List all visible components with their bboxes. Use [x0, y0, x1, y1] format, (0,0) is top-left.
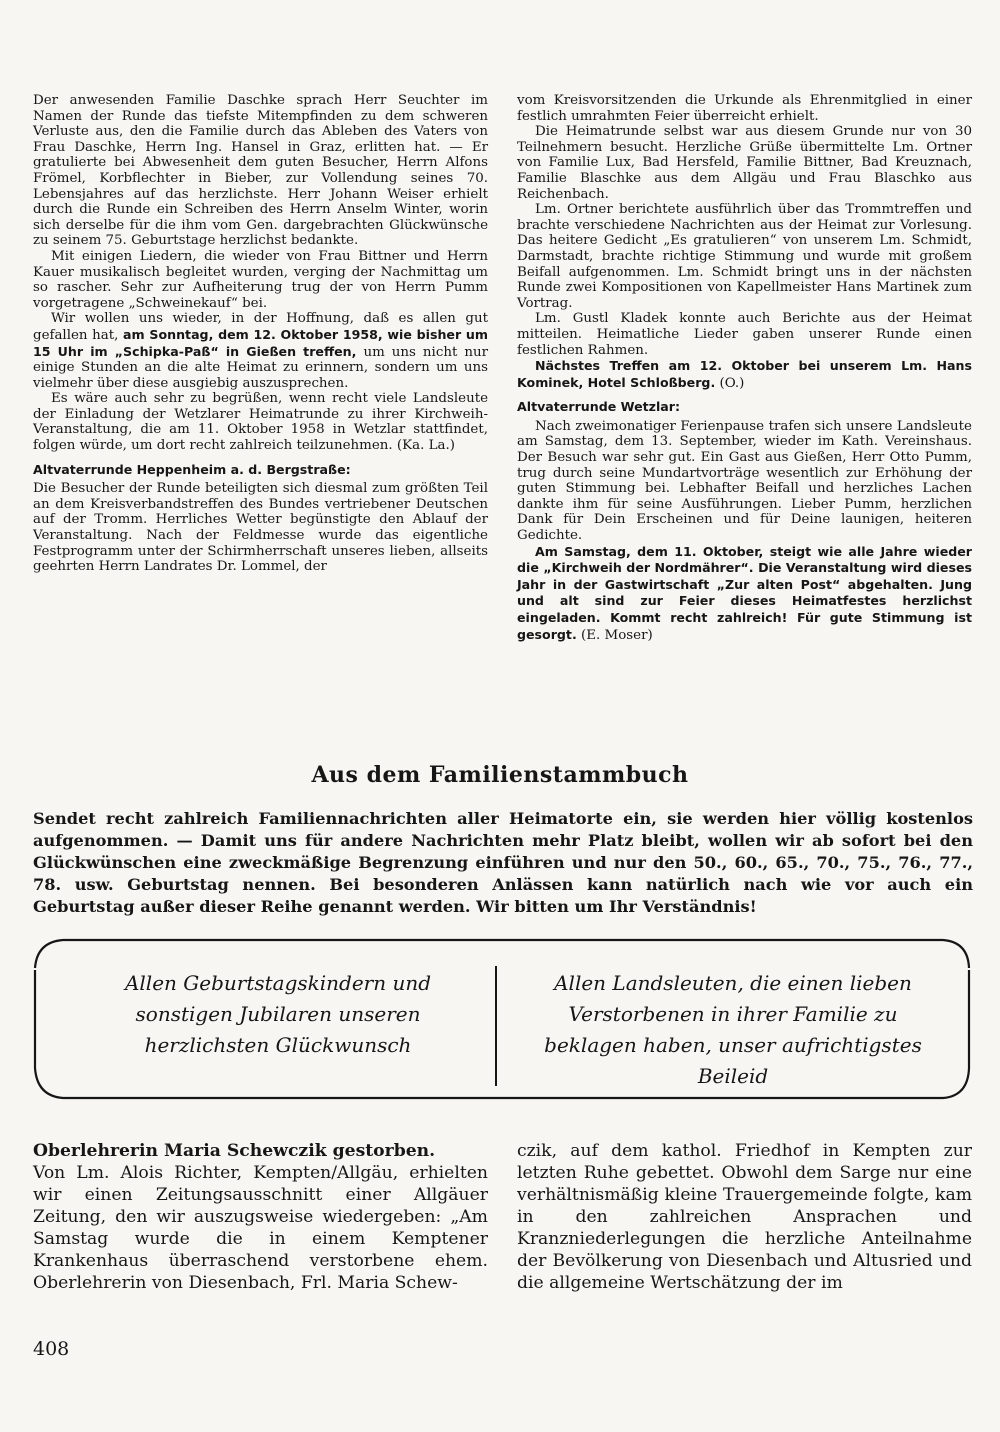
paragraph: vom Kreisvorsitzenden die Urkunde als Ehrenmitglied in einer festlich umrahmten Feier überreicht erhielt.: [517, 93, 972, 124]
paragraph: Mit einigen Liedern, die wieder von Frau Bittner und Herrn Kauer musikalisch begleitet wurden, verging der Nachmittag um so rascher. Sehr zur Aufheiterung trug der von Herrn Pumm vorgetragene „Schweinekauf“ bei.: [33, 248, 488, 311]
paragraph: Die Heimatrunde selbst war aus diesem Grunde nur von 30 Teilnehmern besucht. Herzliche Grüße übermittelte Lm. Ortner von Familie Lux, Bad Hersfeld, Familie Bittner, Bad Kreuznach, Familie Blaschke aus dem Allgäu und Frau Blaschko aus Reichenbach.: [517, 124, 972, 202]
section-heading: Altvaterrunde Wetzlar:: [517, 399, 681, 415]
section-title: Aus dem Familienstammbuch: [311, 762, 689, 788]
birthday-greeting: Allen Geburtstagskindern und sonstigen Jubilaren unseren herzlichsten Glückwunsch: [124, 971, 432, 1057]
paragraph: Es wäre auch sehr zu begrüßen, wenn recht viele Landsleute der Einladung der Wetzlarer Heimatrunde zu ihrer Kirchweih-Veranstaltung, die am 11. Oktober 1958 in Wetzlar stattfindet, folgen würde, um dort recht zahlreich teilzunehmen. (Ka. La.): [33, 391, 488, 454]
bold-text: Nächstes Treffen am 12. Oktober bei unserem Lm. Hans Kominek, Hotel Schloßberg.: [517, 358, 972, 390]
greeting-boxes: [33, 938, 973, 1100]
paragraph: [517, 544, 972, 644]
paragraph: [33, 311, 488, 391]
right-column: [517, 93, 972, 643]
obituary-right-column: [517, 1140, 972, 1294]
text: um uns nicht nur einige Stunden an die alte Heimat zu erinnern, sondern um uns vielmehr über diese ausgiebig auszusprechen.: [33, 344, 488, 391]
left-column: [33, 93, 488, 575]
condolence-message: Allen Landsleuten, die einen lieben Verstorbenen in ihrer Familie zu beklagen haben, unser aufrichtigstes Beileid: [544, 971, 922, 1088]
paragraph: Nach zweimonatiger Ferienpause trafen sich unsere Landsleute am Samstag, dem 13. September, wieder im Kath. Vereinshaus. Der Besuch war sehr gut. Ein Gast aus Gießen, Herr Otto Pumm, trug durch seine Mundartvorträge wesentlich zur Erhöhung der guten Stimmung bei. Lebhafter Beifall und herzliches Lachen dankte ihm für seine Ausführungen. Lieber Pumm, herzlichen Dank für Dein Erscheinen und für Deine launigen, heiteren Gedichte.: [517, 418, 972, 544]
paragraph: [517, 358, 972, 391]
notice-text: Sendet recht zahlreich Familiennachrichten aller Heimatorte ein, sie werden hier völlig kostenlos aufgenommen. — Damit uns für andere Nachrichten mehr Platz bleibt, wollen wir ab sofort bei den Glückwünschen eine zweckmäßige Begrenzung einführen und nur den 50., 60., 65., 70., 75., 76., 77., 78. usw. Geburtstag nennen. Bei besonderen Anlässen kann natürlich nach wie vor auch ein Geburtstag außer dieser Reihe genannt werden. Wir bitten um Ihr Verständnis!: [33, 809, 973, 916]
page-number: 408: [33, 1338, 70, 1360]
text: (O.): [719, 375, 745, 391]
text: (E. Moser): [581, 627, 653, 643]
text: Wir wollen uns wieder, in der Hoffnung, daß es allen gut gefallen hat,: [33, 311, 488, 343]
paragraph: Die Besucher der Runde beteiligten sich diesmal zum größten Teil an dem Kreisverbandstreffen des Bundes vertriebener Deutschen auf der Tromm. Herrliches Wetter begünstigte den Ablauf der Veranstaltung. Nach der Feldmesse wurde das eigentliche Festprogramm unter der Schirmherrschaft unseres lieben, allseits geehrten Herrn Landrates Dr. Lommel, der: [33, 481, 488, 575]
paragraph: Von Lm. Alois Richter, Kempten/Allgäu, erhielten wir einen Zeitungsausschnitt einer Allgäuer Zeitung, den wir auszugsweise wiedergeben: „Am Samstag wurde die in einem Kemptener Krankenhaus überraschend verstorbene ehem. Oberlehrerin von Diesenbach, Frl. Maria Schew-: [33, 1163, 488, 1293]
paragraph: Lm. Gustl Kladek konnte auch Berichte aus der Heimat mitteilen. Heimatliche Lieder gaben unserer Runde einen festlichen Rahmen.: [517, 311, 972, 358]
paragraph: czik, auf dem kathol. Friedhof in Kempten zur letzten Ruhe gebettet. Obwohl dem Sarge nur eine verhältnismäßig kleine Trauergemeinde folgte, kam in den zahlreichen Ansprachen und Kranzniederlegungen die herzliche Anteilnahme der Bevölkerung von Diesenbach und Altusried und die allgemeine Wertschätzung der im: [517, 1141, 972, 1293]
obituary-headline: Oberlehrerin Maria Schewczik gestorben.: [33, 1141, 436, 1161]
bold-text: am Sonntag, dem 12. Oktober 1958, wie bisher um 15 Uhr im „Schipka-Paß“ in Gießen treffen,: [33, 326, 488, 359]
paragraph: Der anwesenden Familie Daschke sprach Herr Seuchter im Namen der Runde das tiefste Mitempfinden zu dem schweren Verluste aus, den die Familie durch das Ableben des Vaters von Frau Daschke, Herrn Ing. Hansel in Graz, erlitten hat. — Er gratulierte bei Abwesenheit dem guten Besucher, Herrn Alfons Frömel, Korbflechter in Bieber, zur Vollendung seines 70. Lebensjahres auf das herzlichste. Herr Johann Weiser erhielt durch die Runde ein Schreiben des Herrn Anselm Winter, worin sich derselbe für die ihm vom Gen. dargebrachten Glückwünsche zu seinem 75. Geburtstage herzlichst bedankte.: [33, 93, 488, 249]
obituary-left-column: [33, 1140, 488, 1294]
paragraph: Lm. Ortner berichtete ausführlich über das Trommtreffen und brachte verschiedene Nachrichten aus der Heimat zur Vorlesung. Das heitere Gedicht „Es gratulieren“ von unserem Lm. Schmidt, Darmstadt, brachte richtige Stimmung und wurde mit großem Beifall aufgenommen. Lm. Schmidt bringt uns in der nächsten Runde zwei Kompositionen von Kapellmeister Hans Martinek zum Vortrag.: [517, 202, 972, 311]
section-heading: Altvaterrunde Heppenheim a. d. Bergstraße:: [33, 461, 351, 477]
bold-text: Am Samstag, dem 11. Oktober, steigt wie alle Jahre wieder die „Kirchweih der Nordmährer“. Die Veranstaltung wird dieses Jahr in der Gastwirtschaft „Zur alten Post“ abgehalten. Jung und alt sind zur Feier dieses Heimatfestes herzlichst eingeladen. Kommt recht zahlreich! Für gute Stimmung ist gesorgt.: [517, 543, 972, 642]
